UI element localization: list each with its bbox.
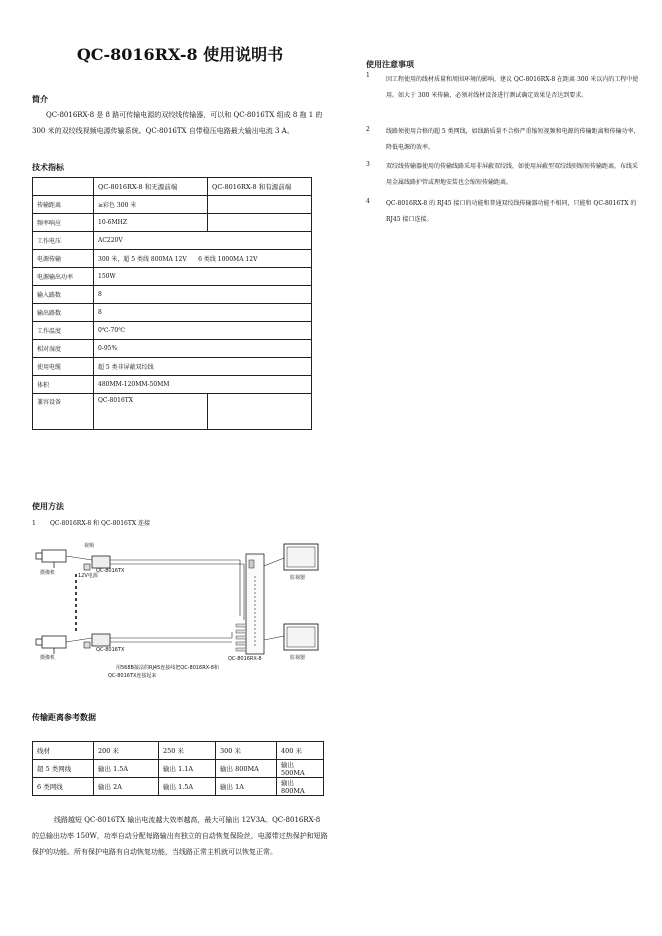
table-row [33,250,312,268]
rx-label: QC-8016RX-8 [228,656,262,662]
page-title: QC-8016RX-8 使用说明书 [76,45,284,64]
table-cell: 输入路数 [33,286,94,304]
table-cell: 0℃-70℃ [94,322,312,340]
note-number: 3 [366,161,370,168]
table-row [33,196,312,214]
table-cell: 6 类网线 [33,778,94,796]
table-cell: 8 [94,304,312,322]
table-cell [208,394,312,430]
table-row [33,394,312,430]
table-cell: 300 米 [216,742,277,760]
notes-heading: 使用注意事项 [366,59,414,69]
diagram-caption: 用568B接法的RJ45连接线把QC-8016RX-8和 [116,665,219,671]
distance-heading: 传输距离参考数据 [32,712,96,722]
table-cell: 输出 1A [216,778,277,796]
diagram-caption: QC-8016TX连接起来 [108,673,157,679]
table-cell: 250 米 [159,742,216,760]
table-cell: AC220V [94,232,312,250]
tx-label: QC-8016TX [96,568,125,574]
table-row [33,232,312,250]
table-row [33,778,324,796]
camera-icon [36,550,66,568]
table-cell: 输出 1.1A [159,760,216,778]
tx-box [92,556,110,568]
note-number: 2 [366,126,370,133]
table-cell: 8 [94,286,312,304]
table-cell: 10-6MHZ [94,214,208,232]
table-row [33,304,312,322]
table-cell: 相对湿度 [33,340,94,358]
table-cell: 200 米 [94,742,159,760]
table-cell: 电源传输 [33,250,94,268]
usage-heading: 使用方法 [32,501,64,511]
table-cell: 超 5 类非屏蔽双绞线 [94,358,312,376]
note-text: 双绞线传输器使用的传输线路采用非屏蔽双绞线，如使用屏蔽型双绞线则缩短传输距离，布线采用金属线路护管或理地安装也会缩短传输距离。 [386,163,639,186]
table-row [33,760,324,778]
video-label: 视频 [84,543,95,549]
camera-label: 摄像机 [40,655,56,661]
distance-table [32,741,324,796]
note-number: 4 [366,198,370,205]
connection-diagram [32,536,328,686]
table-cell: 输出 2A [94,778,159,796]
table-cell: QC-8016RX-8 和有源前端 [208,178,312,196]
table-row [33,742,324,760]
table-row [33,358,312,376]
table-cell: 0-95% [94,340,312,358]
note-text: 线路须使用合格的超 5 类网线，如线路质量不合格严重缩短视频和电源的传输距离和传输功率，降低电源的效率。 [386,128,640,151]
table-cell: 超 5 类网线 [33,760,94,778]
table-cell: 输出 500MA [277,760,324,778]
table-cell: 兼容设备 [33,394,94,430]
monitor-icon [284,544,318,570]
table-cell: 传输距离 [33,196,94,214]
table-cell: 工作温度 [33,322,94,340]
table-cell: 线材 [33,742,94,760]
table-cell: 输出 1.5A [159,778,216,796]
table-cell: 频率响应 [33,214,94,232]
table-cell: QC-8016TX [94,394,208,430]
table-row [33,214,312,232]
monitor-label: 监视器 [290,575,306,581]
table-cell: 150W [94,268,312,286]
note-number: 1 [366,72,370,79]
table-cell: QC-8016RX-8 和无源前端 [94,178,208,196]
table-row [33,322,312,340]
table-cell: 输出 800MA [216,760,277,778]
table-cell: 输出路数 [33,304,94,322]
table-row [33,286,312,304]
usage-item-text: QC-8016RX-8 和 QC-8016TX 连接 [50,520,151,527]
table-row [33,178,312,196]
camera-icon [36,636,66,654]
table-cell: 400 米 [277,742,324,760]
intro-text: QC-8016RX-8 是 8 路可传输电源的双绞线传输器，可以和 QC-8016TX 组成 8 拖 1 的 300 米的双绞线视频电源传输系统。QC-8016TX 自带稳压电路最大输出电流 3 A。 [32,111,323,135]
table-cell: ≥彩色 300 米 [94,196,208,214]
table-cell: 使用电缆 [33,358,94,376]
table-row [33,376,312,394]
table-cell [33,178,94,196]
monitor-label: 监视器 [290,655,306,661]
table-row [33,340,312,358]
tx-box [92,634,110,646]
table-cell [208,196,312,214]
note-text: QC-8016RX-8 的 RJ45 接口的功能和普通双绞线传输器功能不相同，只能和 QC-8016TX 的 RJ45 接口连接。 [386,200,637,223]
table-cell: 电源输出功率 [33,268,94,286]
table-row [33,268,312,286]
table-cell: 体积 [33,376,94,394]
notes-list [366,72,646,232]
tx-label: QC-8016TX [96,647,125,653]
camera-label: 摄像机 [40,570,56,576]
table-cell: 工作电压 [33,232,94,250]
table-cell [208,214,312,232]
intro-heading: 简介 [32,94,48,104]
table-cell: 输出 1.5A [94,760,159,778]
table-cell: 输出 800MA [277,778,324,796]
table-cell: 300 米，超 5 类线 800MA 12V 6 类线 1000MA 12V [94,250,312,268]
specs-table [32,177,312,430]
monitor-icon [284,624,318,650]
power-label: 12V电源 [78,573,98,579]
usage-item-number: 1 [32,520,36,527]
footer-text: 线路越短 QC-8016TX 输出电流越大效率越高，最大可输出 12V3A。QC-8016RX-8 的总输出功率 150W，功率自动分配每路输出有独立的自动恢复保险丝，电源带过热保护和短路保护的功能。所有保护电路有自动恢复功能，当线路正常主机就可以恢复正常。 [32,816,328,856]
specs-heading: 技术指标 [32,162,64,172]
table-cell: 480MM-120MM-50MM [94,376,312,394]
note-text: 因工程使用的线材质量和周围环境的影响，建议 QC-8016RX-8 在距离 300 米以内的工程中使用。如大于 300 米传输，必须对线材设备进行测试确定效果是否达到要求。 [386,76,639,99]
